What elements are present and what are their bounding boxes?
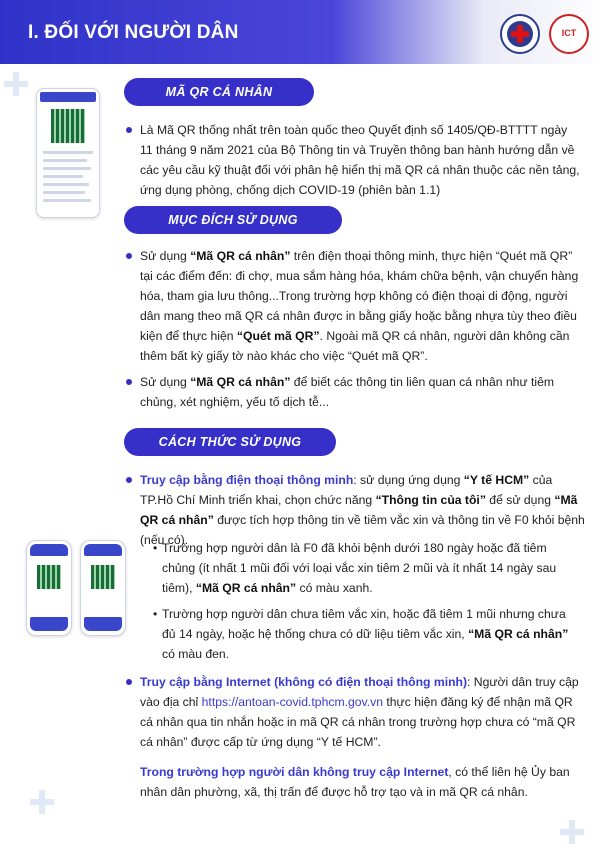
section-heading-how-to-use: CÁCH THỨC SỬ DỤNG: [124, 428, 336, 456]
purpose-bullet-2: Sử dụng “Mã QR cá nhân” để biết các thông tin liên quan cá nhân như tiêm chủng, xét nghiệm, yếu tố dịch tễ...: [140, 372, 582, 412]
qr-code-icon: [37, 565, 61, 589]
usage-subitem-black-qr: • Trường hợp người dân chưa tiêm vắc xin, hoặc đã tiêm 1 mũi nhưng chưa đủ 14 ngày, hoặc hệ thống chưa có dữ liệu tiêm vắc xin, “Mã QR cá nhân” có màu đen.: [162, 604, 582, 664]
usage-internet-bullet: Truy cập bằng Internet (không có điện thoại thông minh): Người dân truy cập vào địa chỉ https://antoan-covid.tphcm.gov.vn thực hiện đăng ký để nhận mã QR cá nhân qua tin nhắn hoặc in mã QR cá nhân trong trường hợp chưa có “mã QR cá nhân” được cấp từ ứng dụng “Y tế HCM”.: [140, 672, 586, 752]
usage-no-internet-note: Trong trường hợp người dân không truy cập Internet, có thể liên hệ Ủy ban nhân dân phường, xã, thị trấn để được hỗ trợ tạo và in mã QR cá nhân.: [140, 765, 570, 799]
qr-code-icon: [91, 565, 115, 589]
usage-smartphone-bullet: Truy cập bằng điện thoại thông minh: sử dụng ứng dụng “Y tế HCM” của TP.Hồ Chí Minh triển khai, chọn chức năng “Thông tin của tôi” để sử dụng “Mã QR cá nhân” được tích hợp thông tin về tiêm vắc xin và thông tin về F0 khỏi bệnh (nếu có).: [140, 470, 586, 550]
phone-mockup-green-qr: [26, 540, 72, 636]
personal-qr-description: Là Mã QR thống nhất trên toàn quốc theo Quyết định số 1405/QĐ-BTTTT ngày 11 tháng 9 năm 2021 của Bộ Thông tin và Truyền thông ban hành hướng dẫn về các yêu cầu kỹ thuật đối với phân hệ hiển thị mã QR cá nhân thuộc các nền tảng, ứng dụng phòng, chống dịch COVID-19 (phiên bản 1.1): [140, 120, 582, 200]
usage-subitem-green-qr: • Trường hợp người dân là F0 đã khỏi bệnh dưới 180 ngày hoặc đã tiêm chủng (ít nhất 1 mũi đối với loại vắc xin tiêm 2 mũi và ít nhất 14 ngày sau tiêm), “Mã QR cá nhân” có màu xanh.: [162, 538, 582, 598]
decorative-plus-icon: [4, 72, 28, 96]
phone-mockup-qr: [80, 540, 126, 636]
decorative-plus-icon: [560, 820, 584, 844]
ict-logo-text: ICT: [561, 28, 577, 38]
decorative-plus-icon: [30, 790, 54, 814]
purpose-bullet-1: Sử dụng “Mã QR cá nhân” trên điện thoại thông minh, thực hiện “Quét mã QR” tại các điểm đến: đi chợ, mua sắm hàng hóa, khám chữa bệnh, vận chuyển hàng hóa, tham gia lưu thông...Trong trường hợp không có điện thoại di động, người dân mang theo mã QR cá nhân được in bằng giấy hoặc bằng nhựa tùy theo điều kiện để thực hiện “Quét mã QR”. Ngoài mã QR cá nhân, người dân không cần thêm bất kỳ giấy tờ nào khác cho việc “Quét mã QR”.: [140, 246, 582, 366]
ministry-of-health-logo: [500, 14, 540, 54]
section-heading-purpose: MỤC ĐÍCH SỬ DỤNG: [124, 206, 342, 234]
page-header: [0, 0, 605, 64]
ict-logo: [549, 14, 589, 54]
qr-code-icon: [51, 109, 85, 143]
phone-mockup-app-screen: [36, 88, 100, 218]
section-heading-personal-qr: MÃ QR CÁ NHÂN: [124, 78, 314, 106]
antoan-covid-link[interactable]: https://antoan-covid.tphcm.gov.vn: [201, 695, 383, 709]
page-title: I. ĐỐI VỚI NGƯỜI DÂN: [28, 22, 239, 43]
